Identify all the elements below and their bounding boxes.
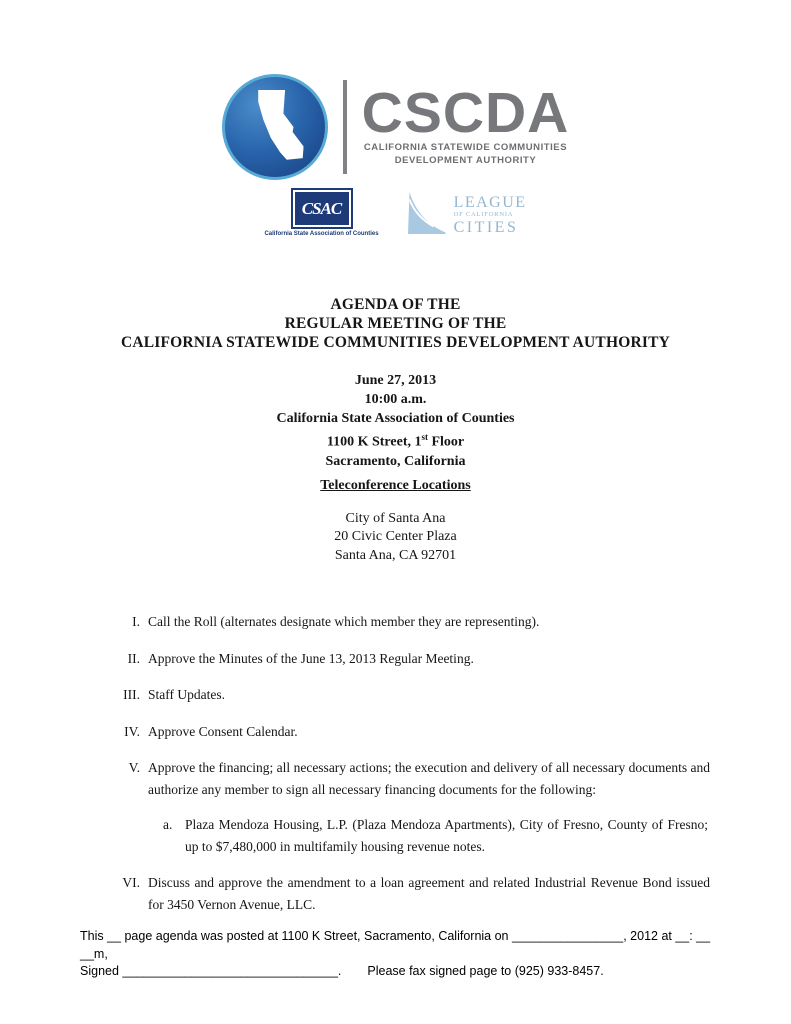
logo-tagline-line1: CALIFORNIA STATEWIDE COMMUNITIES — [363, 142, 568, 154]
csac-acronym: CSAC — [301, 198, 342, 218]
agenda-subitem-a — [148, 814, 710, 857]
agenda-item-numeral: IV. — [124, 723, 140, 739]
posting-fax-instruction: Please fax signed page to (925) 933-8457. — [367, 964, 604, 978]
agenda-item-numeral: V. — [128, 760, 140, 776]
teleconference-line1: City of Santa Ana — [345, 510, 446, 526]
logo-divider — [343, 80, 347, 174]
league-logo — [405, 190, 527, 241]
agenda-item-text: Approve Consent Calendar. — [148, 723, 298, 739]
league-text-block — [454, 195, 527, 236]
teleconference-heading-text: Teleconference Locations — [320, 477, 471, 493]
agenda-item-numeral: VI. — [122, 875, 140, 891]
agenda-item-numeral: III. — [123, 687, 140, 703]
logo-text-block — [361, 81, 570, 167]
league-line1: LEAGUE — [453, 194, 527, 212]
meeting-venue: California State Association of Counties — [276, 411, 515, 426]
agenda-item-text — [148, 757, 710, 857]
agenda-item-text: Call the Roll (alternates designate which member they are representing). — [148, 614, 540, 630]
meeting-address-prefix: 1100 K Street, 1 — [326, 434, 422, 450]
meeting-details — [0, 371, 791, 471]
california-globe-icon — [222, 74, 328, 180]
posting-signed-blank: Signed _______________________________. — [80, 964, 342, 978]
agenda-item-text: Approve the Minutes of the June 13, 2013 Regular Meeting. — [148, 650, 474, 666]
agenda-item-2 — [80, 648, 712, 670]
logo-wordmark: CSCDA — [361, 81, 570, 146]
teleconference-location — [0, 510, 791, 566]
title-line2: REGULAR MEETING OF THE — [284, 315, 507, 332]
league-line2: OF CALIFORNIA — [453, 211, 514, 219]
league-swoosh-triangle-icon — [405, 190, 447, 241]
csac-caption: California State Association of Counties — [264, 231, 379, 237]
agenda-list — [80, 611, 712, 915]
posting-notice-line1: This __ page agenda was posted at 1100 K Street, Sacramento, California on ________________, 2012 at __: __ __m, — [80, 929, 711, 961]
agenda-item-1 — [80, 611, 712, 633]
csac-box-icon — [291, 188, 353, 229]
meeting-address-suffix: Floor — [427, 434, 465, 450]
posting-notice-line2 — [80, 963, 728, 981]
meeting-city: Sacramento, California — [325, 453, 466, 469]
title-line3: CALIFORNIA STATEWIDE COMMUNITIES DEVELOPMENT AUTHORITY — [120, 334, 671, 351]
agenda-item-5 — [80, 757, 712, 857]
csac-logo — [264, 188, 378, 237]
teleconference-line3: Santa Ana, CA 92701 — [334, 547, 457, 563]
agenda-item-text: Discuss and approve the amendment to a loan agreement and related Industrial Revenue Bond issued for 3450 Vernon Avenue, LLC. — [148, 875, 710, 912]
meeting-date: June 27, 2013 — [354, 373, 437, 388]
teleconference-line2: 20 Civic Center Plaza — [334, 529, 457, 545]
agenda-item-text: Staff Updates. — [148, 687, 225, 703]
agenda-item-3 — [80, 684, 712, 706]
posting-notice — [80, 928, 728, 981]
agenda-item-numeral: II. — [127, 650, 140, 666]
agenda-item-6 — [80, 872, 712, 915]
title-line1: AGENDA OF THE — [330, 296, 461, 313]
partner-logos — [0, 188, 791, 248]
logo-tagline-line2: DEVELOPMENT AUTHORITY — [394, 154, 537, 166]
document-title — [0, 295, 791, 352]
meeting-time: 10:00 a.m. — [364, 392, 427, 407]
teleconference-heading — [0, 478, 791, 494]
league-line3: CITIES — [453, 218, 519, 236]
agenda-item-text-body: Approve the financing; all necessary actions; the execution and delivery of all necessary documents and authorize any member to sign all necessary financing documents for the following: — [148, 760, 710, 797]
agenda-item-numeral: I. — [132, 614, 140, 630]
agenda-item-4 — [80, 721, 712, 743]
agenda-subitem-label: a. — [163, 817, 173, 833]
agenda-subitem-text: Plaza Mendoza Housing, L.P. (Plaza Mendoza Apartments), City of Fresno, County of Fresno; up to $7,480,000 in multifamily housing revenue notes. — [185, 817, 708, 854]
cscda-logo — [0, 0, 791, 180]
meeting-address — [0, 428, 791, 452]
meeting-address-ordinal: st — [421, 432, 428, 442]
